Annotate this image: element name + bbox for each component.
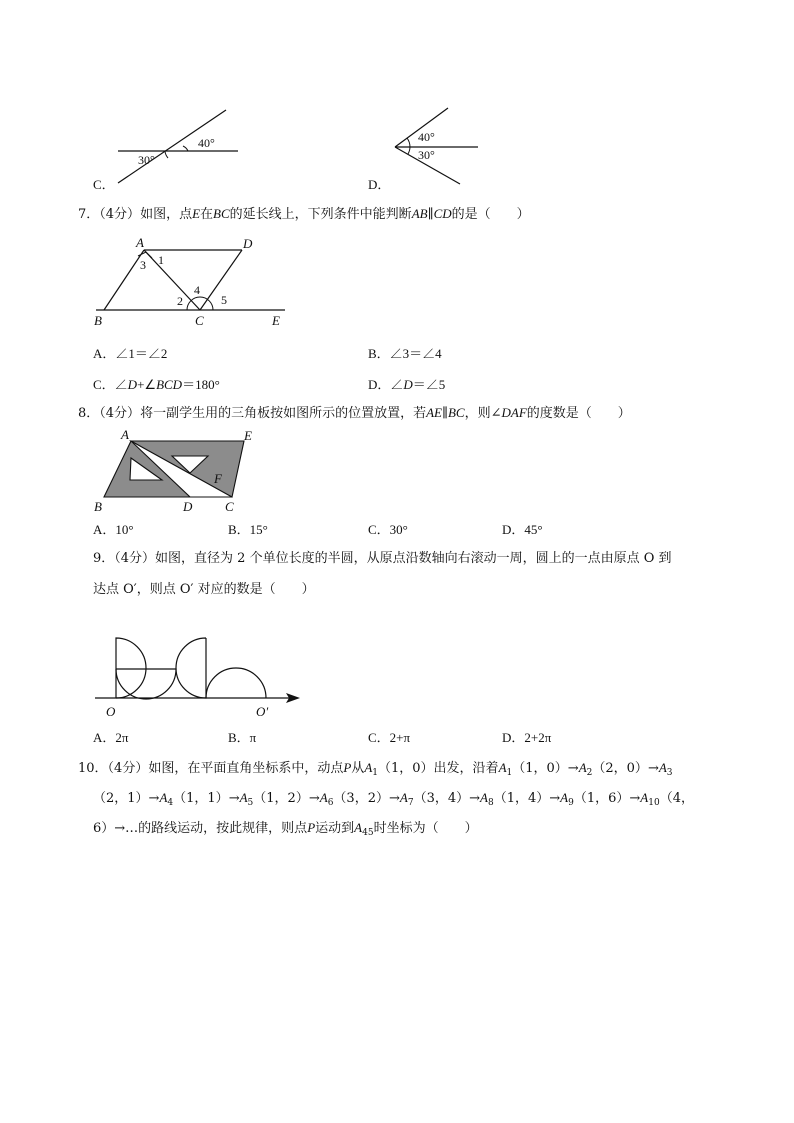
q10-coord: （1，0）	[512, 761, 568, 776]
q9-option-b[interactable]: B．π	[228, 730, 257, 745]
q6c-angle-40: 40°	[198, 136, 215, 150]
q6d-angle-30: 30°	[418, 148, 435, 162]
q8-option-c[interactable]: C．30°	[368, 522, 408, 537]
q10-arrow: →	[469, 791, 481, 806]
q7-option-c-var-d: D	[127, 377, 138, 392]
q10-coord: （2，1）	[93, 791, 149, 806]
q10-text-d: →…的路线运动，按此规律，则点	[114, 821, 308, 836]
q10-arrow: →	[388, 791, 400, 806]
q10-sub: 5	[247, 798, 254, 808]
q10-arrow: →	[228, 791, 240, 806]
q7-parallel-symbol: ∥	[427, 207, 434, 222]
q10-coord: （1，2）	[253, 791, 309, 806]
q10-sub: 8	[487, 798, 494, 808]
q7-option-d-post: ＝∠5	[412, 377, 446, 392]
q7-stem-b: 在	[200, 207, 214, 222]
q9-option-c[interactable]: C．2+π	[368, 730, 411, 745]
q9-point-o-prime: O′	[256, 704, 269, 719]
q6-option-c-label: C．	[93, 177, 115, 192]
q7-var-ab: AB	[411, 206, 428, 221]
q10-sub: 3	[666, 768, 673, 778]
q10-sub: 2	[586, 768, 593, 778]
q10-sub: 4	[167, 798, 174, 808]
q8-point-b: B	[94, 499, 102, 514]
q10-var-a: A	[658, 760, 667, 775]
q10-arrow: →	[629, 791, 641, 806]
q8-point-e: E	[244, 428, 252, 443]
q10-coord: 6）	[93, 821, 115, 836]
q9-point-o: O	[106, 704, 116, 719]
q10-var-a: A	[498, 760, 507, 775]
q7-var-bc: BC	[213, 206, 230, 221]
q7-stem-c: 的延长线上，下列条件中能判断	[229, 207, 412, 222]
q10-text-e: 运动到	[315, 821, 355, 836]
q10-text-c: 出发，沿着	[433, 761, 499, 776]
q8-point-f: F	[214, 471, 222, 486]
q10-var-a: A	[640, 790, 649, 805]
q8-number: 8．	[78, 406, 100, 421]
q10-sub: 9	[568, 798, 574, 808]
q10-text-a: 如图，在平面直角坐标系中，动点	[148, 761, 344, 776]
q10-text-f: 时坐标为（ ）	[373, 821, 478, 836]
q10-coord: （3，4）	[413, 791, 470, 806]
q7-stem-d: 的是（ ）	[451, 207, 530, 222]
q7-number: 7．	[78, 207, 100, 222]
q10-arrow: →	[549, 791, 561, 806]
q8-point-c: C	[225, 499, 234, 514]
q10-arrow: →	[308, 791, 320, 806]
q8-stem-b: ，则∠	[464, 406, 502, 421]
q8-score: （4分）	[99, 406, 141, 421]
q7-angle-4: 4	[194, 283, 200, 297]
q7-option-c-mid: +∠	[137, 377, 157, 392]
q10-var-a: A	[578, 760, 587, 775]
q10-coord: （1，4）	[493, 791, 550, 806]
q7-point-c: C	[195, 313, 204, 328]
q10-var-a: A	[354, 820, 363, 835]
q7-option-b[interactable]: B．∠3＝∠4	[368, 346, 442, 361]
q7-var-cd: CD	[433, 206, 452, 221]
q10-sub: 1	[506, 768, 513, 778]
q8-var-daf: DAF	[501, 405, 527, 420]
q10-sub: 7	[407, 798, 414, 808]
q7-option-c-var-bcd: BCD	[156, 377, 183, 392]
q8-stem-c: 的度数是（ ）	[526, 406, 631, 421]
q7-point-e: E	[272, 313, 280, 328]
q9-option-d[interactable]: D．2+2π	[502, 730, 552, 745]
q9-stem-line1: 9．（4分）如图，直径为 2 个单位长度的半圆，从原点沿数轴向右滚动一周，圆上的一点由原点 O 到	[93, 551, 672, 566]
q7-point-a: A	[136, 235, 144, 250]
q9-option-a[interactable]: A．2π	[93, 730, 129, 745]
q8-option-d[interactable]: D．45°	[502, 522, 543, 537]
q10-arrow: →	[148, 791, 160, 806]
q7-angle-3: 3	[140, 258, 146, 272]
q10-coord: （1，6）	[573, 791, 630, 806]
q10-var-a: A	[319, 790, 328, 805]
q10-coord: （2，0）	[592, 761, 648, 776]
q10-coord: （1，0）	[378, 761, 434, 776]
q7-var-e: E	[192, 206, 201, 221]
q10-score: （4分）	[107, 761, 149, 776]
q10-number: 10．	[78, 761, 108, 776]
q7-option-c-post: ＝180°	[182, 377, 220, 392]
q9-stem-line2: 达点 O′，则点 O′ 对应的数是（ ）	[93, 582, 315, 597]
q7-angle-5: 5	[221, 293, 227, 307]
q8-point-d: D	[183, 499, 193, 514]
q10-var-a: A	[159, 790, 168, 805]
q10-var-p: P	[307, 820, 316, 835]
q10-coord: （1，1）	[173, 791, 229, 806]
q10-stem-line3	[93, 820, 478, 838]
q7-stem-a: 如图，点	[140, 207, 193, 222]
q10-var-a: A	[239, 790, 248, 805]
q10-arrow: →	[567, 761, 579, 776]
q10-var-a: A	[480, 790, 488, 805]
q10-arrow: →	[647, 761, 659, 776]
q8-parallel-symbol: ∥	[441, 406, 448, 421]
q7-point-d: D	[243, 236, 253, 251]
q10-coord: （4，	[659, 791, 694, 806]
q8-var-ae: AE	[426, 405, 442, 420]
q7-option-a[interactable]: A．∠1＝∠2	[93, 346, 168, 361]
q10-sub: 1	[372, 768, 378, 778]
q7-score: （4分）	[99, 207, 141, 222]
q10-text-b: 从	[351, 761, 365, 776]
q7-option-d-pre: D．∠	[368, 377, 404, 392]
q10-var-p: P	[343, 760, 352, 775]
q8-point-a: A	[121, 427, 129, 442]
q8-stem-a: 将一副学生用的三角板按如图所示的位置放置，若	[140, 406, 427, 421]
q6d-angle-40: 40°	[418, 130, 435, 144]
q10-var-a: A	[560, 790, 569, 805]
q10-var-a: A	[399, 790, 408, 805]
q8-var-bc: BC	[447, 405, 465, 420]
q7-option-c-pre: C．∠	[93, 377, 128, 392]
q10-var-a: A	[364, 760, 373, 775]
q10-sub: 6	[327, 798, 334, 808]
q7-angle-2: 2	[177, 294, 183, 308]
q6c-angle-30: 30°	[138, 153, 155, 167]
q7-option-d-var-d: D	[403, 377, 413, 392]
q6-option-d-label: D．	[368, 177, 391, 192]
q8-option-b[interactable]: B．15°	[228, 522, 268, 537]
q7-point-b: B	[94, 313, 102, 328]
q10-coord: （3，2）	[333, 791, 389, 806]
q10-stem-line2	[93, 790, 694, 808]
q8-option-a[interactable]: A．10°	[93, 522, 134, 537]
q10-stem-line1	[78, 760, 673, 778]
q7-angle-1: 1	[158, 253, 164, 267]
q10-sub: 10	[648, 798, 660, 808]
q10-sub: 45	[362, 828, 374, 838]
